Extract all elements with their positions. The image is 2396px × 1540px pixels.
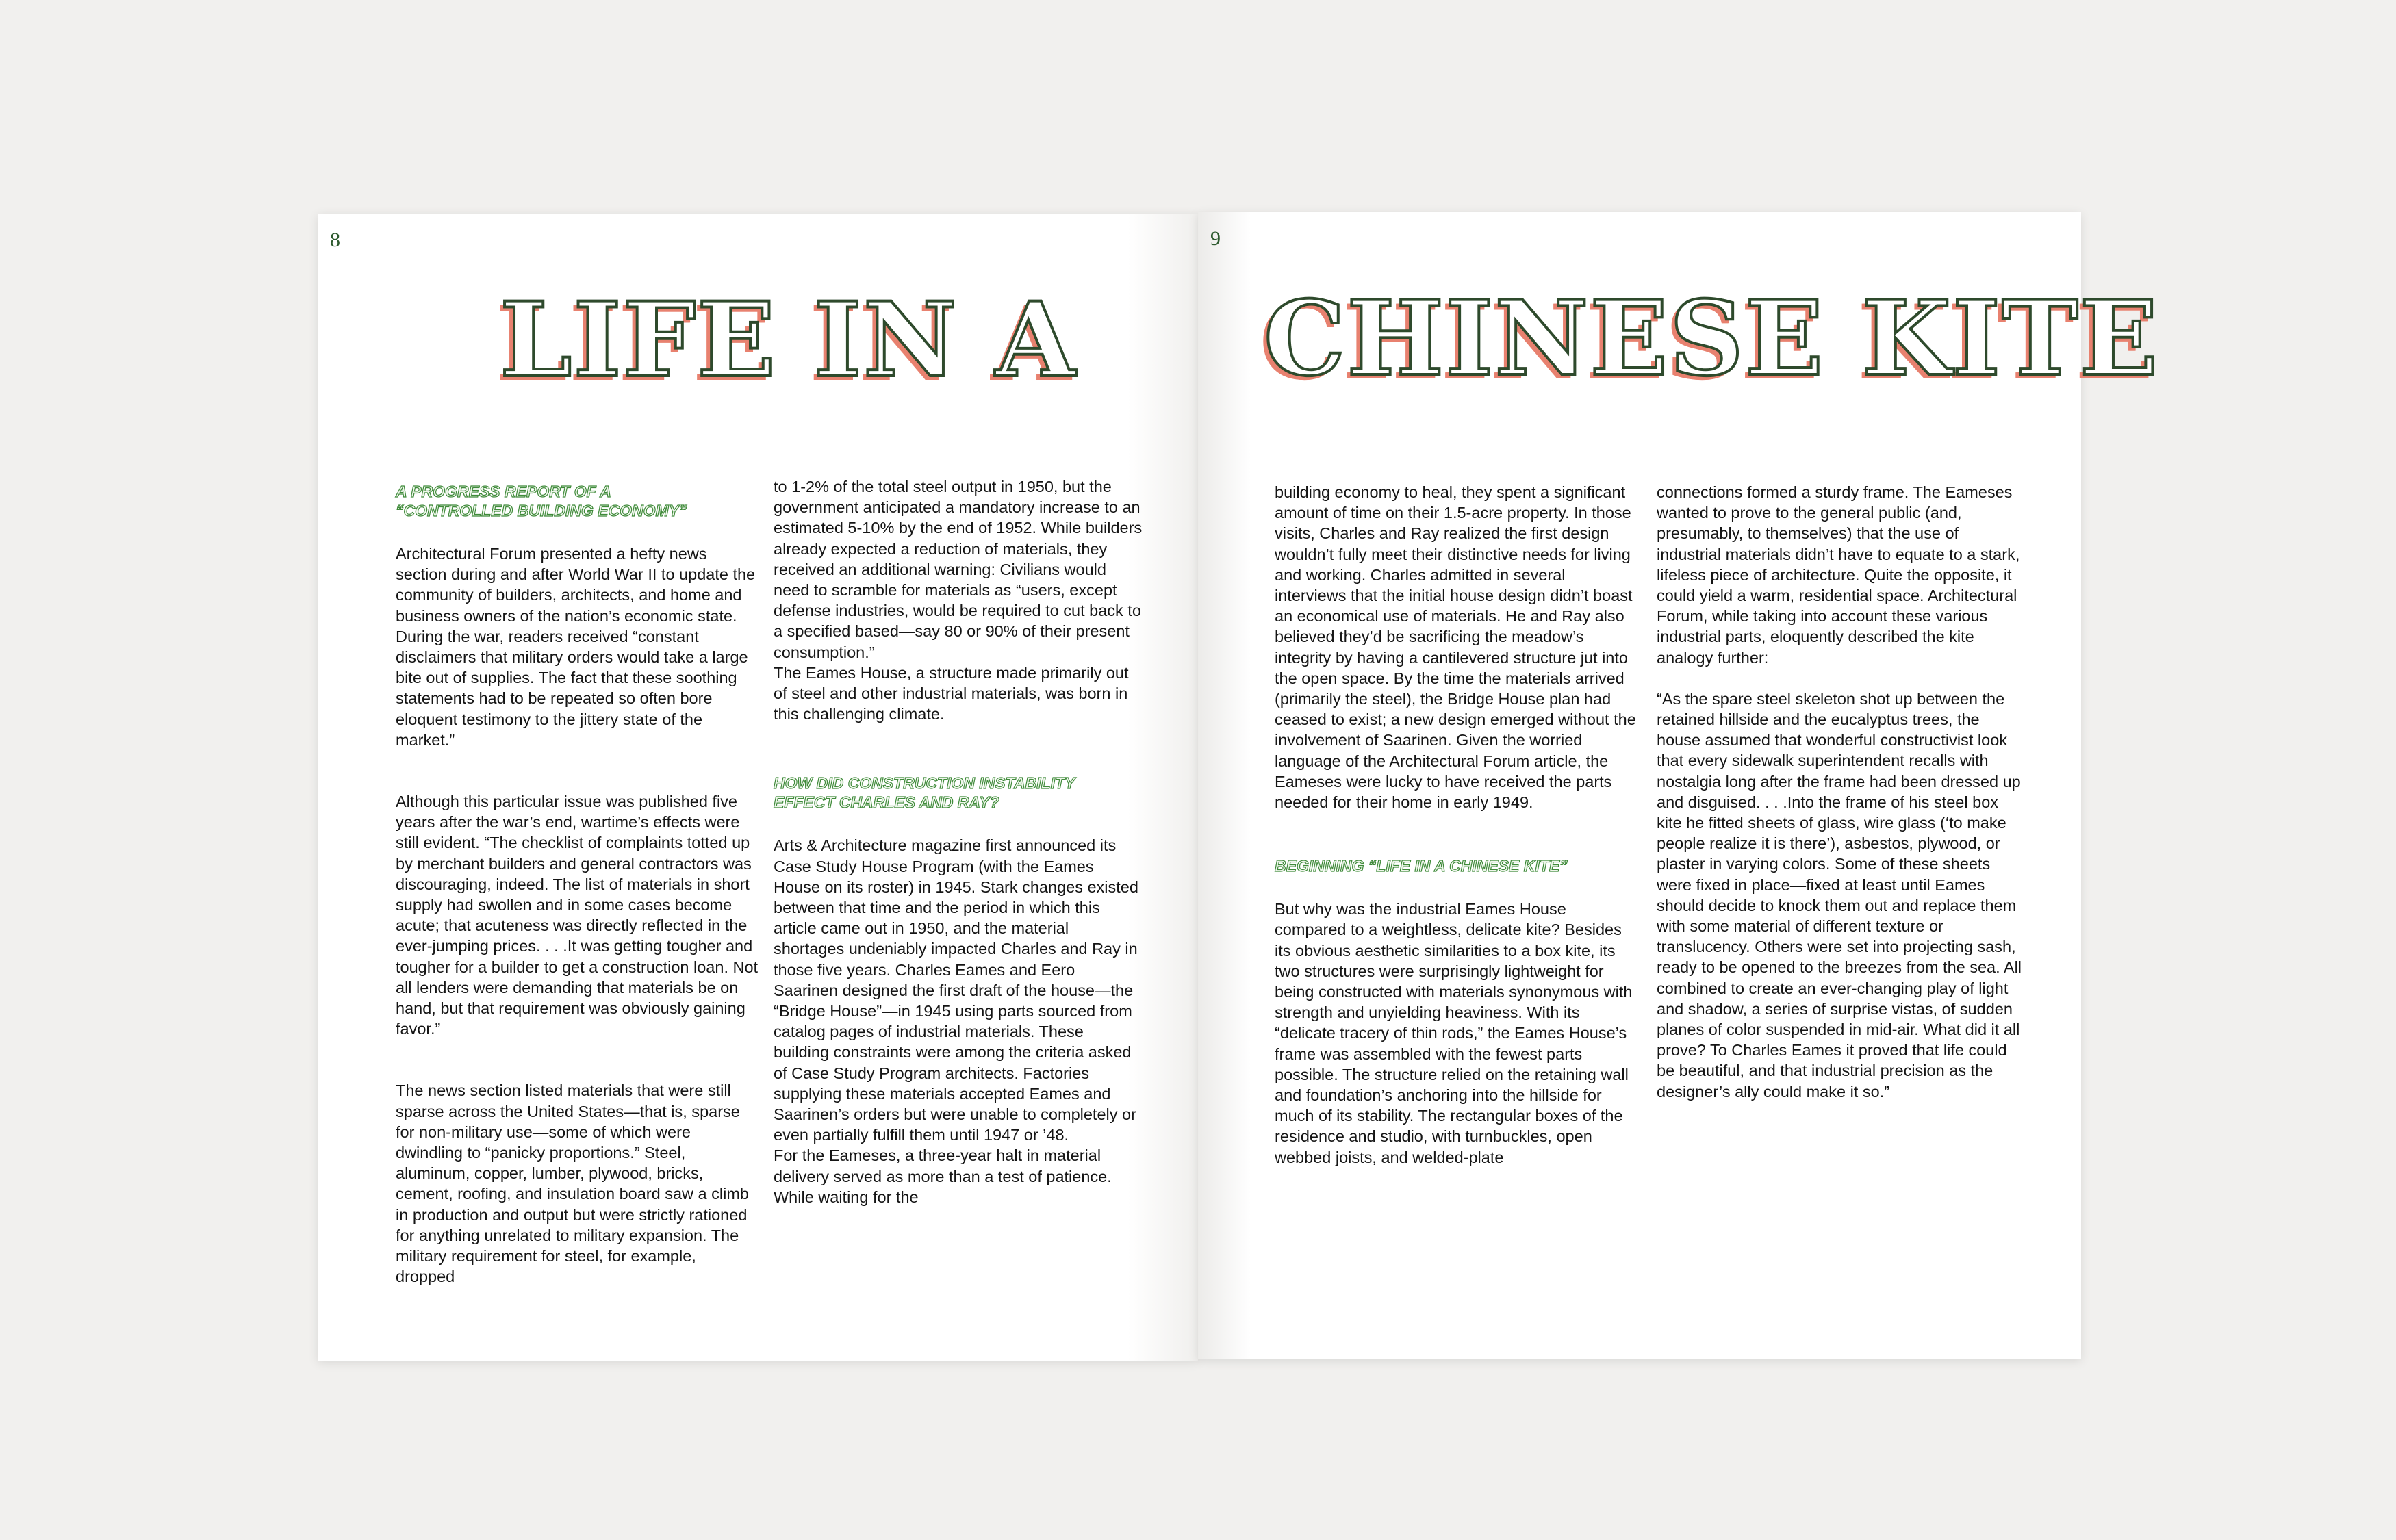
column-2 [774,476,1143,1207]
column-1 [396,482,759,1287]
right-page [1198,212,2160,1359]
column-4 [1657,482,2026,1102]
paragraph: Arts & Architecture magazine first announced its Case Study House Program (with the Eames House on its roster) in 1945. Stark changes existed between that time and the period in which this article came out in 1950, and the material shortages undeniably impacted Charles and Ray in those five years. Charles Eames and Eero Saarinen designed the first draft of the house—the “Bridge House”—in 1945 using parts sourced from catalog pages of industrial materials. These building constraints were among the criteria asked of Case Study Program architects. Factories supplying these materials accepted Eames and Saarinen’s orders but were unable to completely or even partially fulfill them until 1947 or ’48. [774,836,1138,1144]
paragraph: to 1-2% of the total steel output in 1950, but the government anticipated a mandatory increase to an estimated 5-10% by the end of 1952. While builders already expected a reduction of materials, they received an additional warning: Civilians would need to scramble for materials as “users, except defense industries, would be required to cut back to a specified based—say 80 or 90% of their present consumption.” [774,478,1143,661]
paragraph: The Eames House, a structure made primarily out of steel and other industrial materials, was born in this challenging climate. [774,663,1129,723]
left-page [318,214,1198,1361]
subhead-beginning: BEGINNING “LIFE IN A CHINESE KITE” [1275,857,1568,875]
headline-left: LIFE IN A [500,280,1077,400]
headline-right: CHINESE KITE [1264,279,2160,399]
quote-paragraph: “As the spare steel skeleton shot up between the retained hillside and the eucalyptus trees, the house assumed that wonderful constructivist look that every sidewalk superintendent recalls with nostalgia long after the frame had been dressed up and disguised. . . .Into the frame of his steel box kite he fitted sheets of glass, wire glass (‘to make people realize it is there’), asbestos, plywood, or plaster in varying colors. Some of these sheets were fixed in place—fixed at least until Eames should decide to knock them out and replace them with some material of different texture or translucency. Others were set into projecting sash, ready to be opened to the breezes from the sea. All combined to create an ever-changing play of light and shadow, a series of surprise vistas, of sudden planes of color suspended in mid-air. What did it all prove? To Charles Eames it proved that life could be beautiful, and that industrial precision as the designer’s ally could make it so.” [1657,689,2022,1101]
page-number: 8 [330,229,340,251]
subhead-progress-report: A PROGRESS REPORT OF A “CONTROLLED BUILDING ECONOMY” [396,483,687,519]
paragraph: The news section listed materials that were still sparse across the United States—that is, sparse for non-military use—some of which were dwindling to “panicky proportions.” Steel, aluminum, copper, lumber, plywood, bricks, cement, roofing, and insulation board saw a climb in production and output but were strictly rationed for anything unrelated to military expansion. The military requirement for steel, for example, dropped [396,1081,749,1286]
paragraph: building economy to heal, they spent a significant amount of time on their 1.5-acre property. In those visits, Charles and Ray realized the first design wouldn’t fully meet their distinctive needs for living and working. Charles admitted in several interviews that the initial house design didn’t boast an economical use of materials. He and Ray also believed they’d be sacrificing the meadow’s integrity by having a cantilevered structure jut into the open space. By the time the materials arrived (primarily the steel), the Bridge House plan had ceased to exist; a new design emerged without the involvement of Saarinen. Given the worried language of the Architectural Forum article, the Eameses were lucky to have received the parts needed for their home in early 1949. [1275,483,1636,812]
paragraph: Architectural Forum presented a hefty news section during and after World War II to update the community of builders, architects, and home and business owners of the nation’s economic state. During the war, readers received “constant disclaimers that military orders would take a large bite out of supplies. The fact that these soothing statements had to be repeated so often bore eloquent testimony to the jittery state of the market.” [396,545,756,749]
paragraph: connections formed a sturdy frame. The Eameses wanted to prove to the general public (and, presumably, to themselves) that the use of industrial materials didn’t have to equate to a stark, lifeless piece of architecture. Quite the opposite, it could yield a warm, residential space. Architectural Forum, while taking into account these various industrial parts, eloquently described the kite analogy further: [1657,483,2020,667]
page-number: 9 [1210,227,1221,250]
paragraph: But why was the industrial Eames House compared to a weightless, delicate kite? Besides its obvious aesthetic similarities to a box kite, its two structures were surprisingly lightweight for being constructed with materials synonymous with strength and unyielding heaviness. With its “delicate tracery of thin rods,” the Eames House’s frame was assembled with the fewest parts possible. The structure relied on the retaining wall and foundation’s anchoring into the hillside for much of its stability. The rectangular boxes of the residence and studio, with turnbuckles, open webbed joists, and welded-plate [1275,900,1633,1166]
paragraph: Although this particular issue was published five years after the war’s end, wartime’s effects were still evident. “The checklist of complaints totted up by merchant builders and general contractors was discouraging, indeed. The list of materials in short supply had swollen and in some cases become acute; that acuteness was directly reflected in the ever-jumping prices. . . .It was getting tougher and tougher for a builder to get a construction loan. Not all lenders were demanding that materials be on hand, but that requirement was obviously gaining favor.” [396,793,759,1038]
subhead-construction-instability: HOW DID CONSTRUCTION INSTABILITY EFFECT CHARLES AND RAY? [774,774,1075,812]
column-3 [1275,482,1637,1168]
paragraph: For the Eameses, a three-year halt in material delivery served as more than a test of patience. While waiting for the [774,1146,1112,1206]
